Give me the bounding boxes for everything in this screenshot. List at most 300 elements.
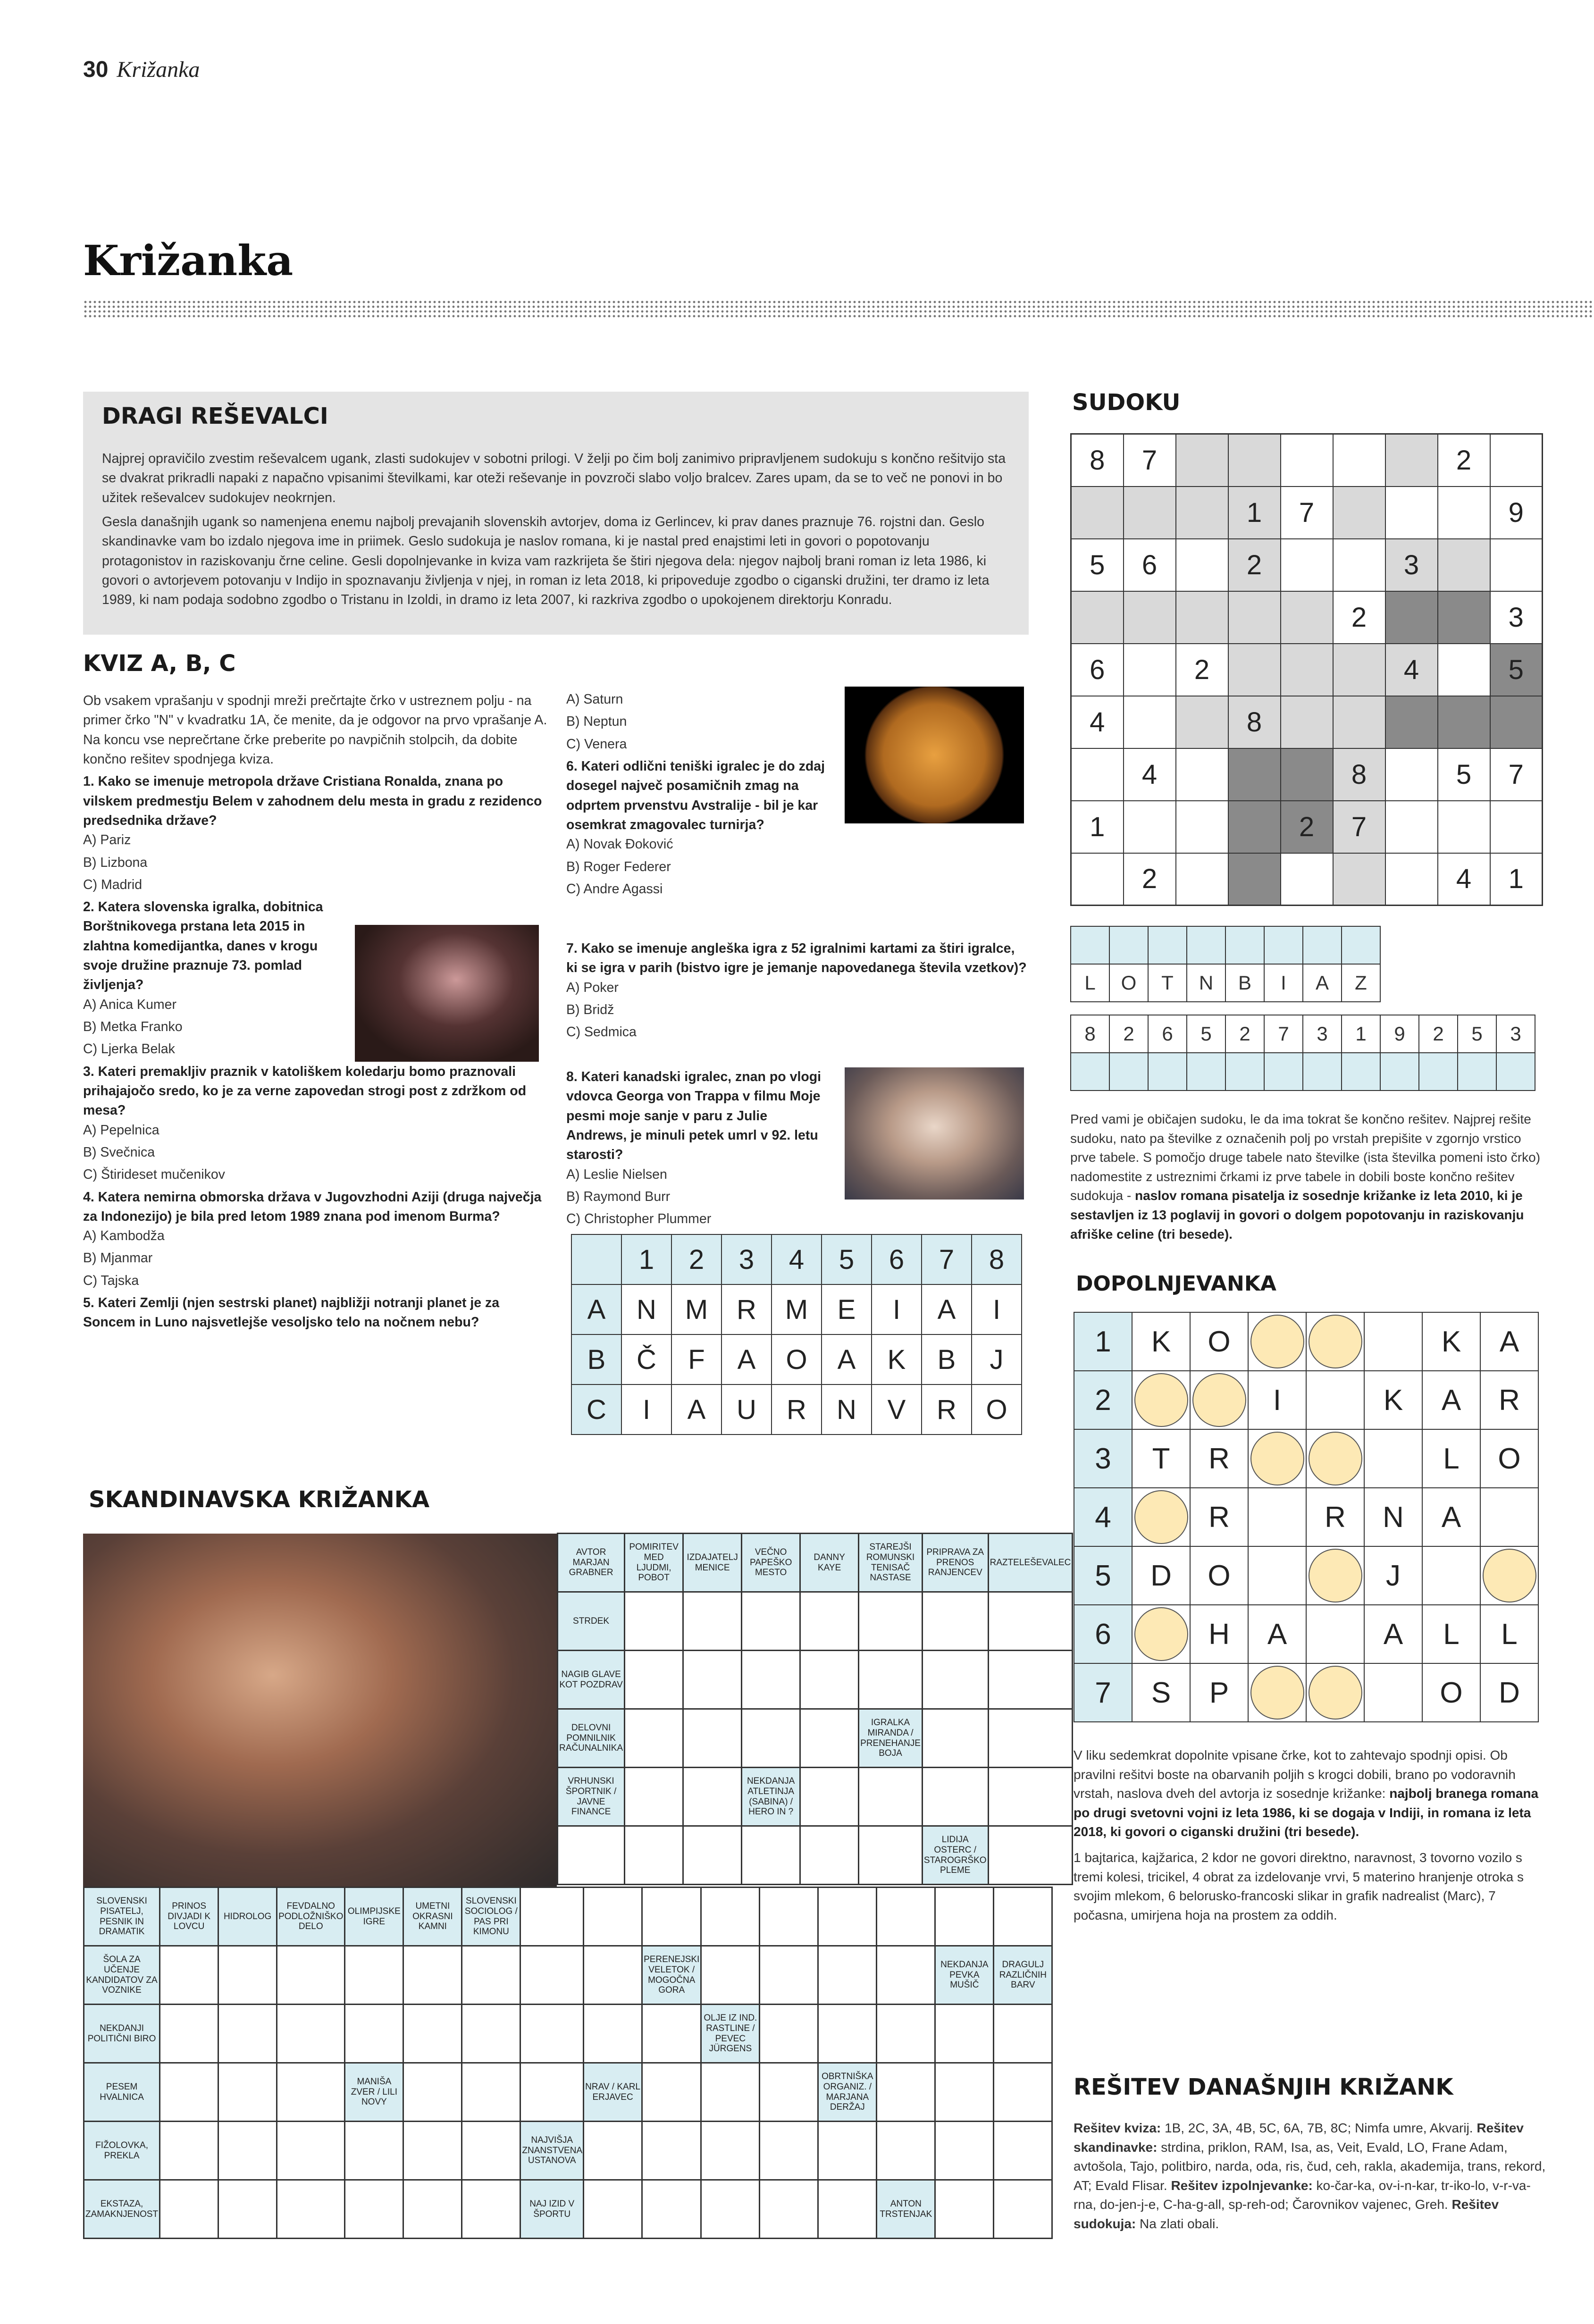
sudoku-cell[interactable]: 8 — [1333, 748, 1385, 801]
answer-cell[interactable] — [742, 1592, 800, 1651]
answer-cell[interactable] — [760, 2122, 818, 2180]
sudoku-cell[interactable] — [1281, 644, 1333, 696]
sudoku-cell[interactable]: 5 — [1071, 539, 1124, 591]
answer-cell[interactable] — [818, 1946, 877, 2005]
answer-cell[interactable] — [160, 2005, 218, 2063]
letter-slot[interactable] — [1264, 926, 1303, 964]
answer-cell[interactable] — [584, 1946, 642, 2005]
grid-cell[interactable]: R — [772, 1384, 822, 1435]
circle-cell[interactable] — [1306, 1429, 1364, 1488]
sudoku-cell[interactable]: 4 — [1124, 748, 1176, 801]
solution-slot[interactable] — [1496, 1053, 1535, 1091]
answer-cell[interactable] — [345, 2005, 403, 2063]
grid-cell[interactable]: E — [822, 1284, 872, 1334]
letter-cell[interactable]: P — [1190, 1663, 1248, 1722]
sudoku-cell[interactable]: 2 — [1281, 801, 1333, 853]
answer-cell[interactable] — [277, 2180, 345, 2239]
answer-cell[interactable] — [922, 1651, 988, 1709]
answer-cell[interactable] — [520, 1888, 584, 1946]
sudoku-cell[interactable] — [1333, 696, 1385, 748]
grid-cell[interactable]: A — [671, 1384, 721, 1435]
answer-cell[interactable] — [642, 1888, 701, 1946]
sudoku-cell[interactable]: 7 — [1124, 434, 1176, 487]
grid-col-header: 6 — [872, 1234, 922, 1284]
letter-cell[interactable]: D — [1132, 1546, 1190, 1605]
grid-cell[interactable]: Č — [621, 1334, 671, 1384]
letter-cell[interactable]: L — [1422, 1605, 1480, 1663]
answer-cell[interactable] — [642, 2063, 701, 2122]
answer-cell[interactable] — [625, 1592, 683, 1651]
sudoku-cell[interactable] — [1281, 434, 1333, 487]
sudoku-cell[interactable] — [1438, 591, 1490, 644]
dopol-text: V liku sedemkrat dopolnite vpisane črke, kot to zahtevajo spodnji opisi. Ob pravilni rešitvi boste na obarvanih poljih s krogci dobili, brano po vodoravnih vrstah, naslova dveh del avtorja iz sosednje križanke: — [1074, 1748, 1516, 1801]
letter-cell[interactable]: R — [1190, 1488, 1248, 1546]
answer-cell[interactable] — [625, 1709, 683, 1768]
sudoku-cell[interactable]: 2 — [1333, 591, 1385, 644]
circle-cell[interactable] — [1306, 1663, 1364, 1722]
letter-cell[interactable] — [1422, 1546, 1480, 1605]
grid-cell[interactable]: R — [922, 1384, 972, 1435]
sudoku-cell[interactable] — [1124, 487, 1176, 539]
answer-cell[interactable] — [683, 1709, 742, 1768]
solution-slot[interactable] — [1264, 1053, 1303, 1091]
sudoku-cell[interactable] — [1176, 591, 1228, 644]
answer-cell[interactable] — [988, 1709, 1073, 1768]
answer-cell[interactable] — [877, 2122, 935, 2180]
grid-cell[interactable]: V — [872, 1384, 922, 1435]
code-cell: 2 — [1109, 1015, 1148, 1053]
clue-cell: EKSTAZA, ZAMAKNJENOST — [84, 2180, 160, 2239]
sudoku-cell[interactable] — [1124, 644, 1176, 696]
answer-cell[interactable] — [988, 1592, 1073, 1651]
sudoku-cell[interactable]: 8 — [1228, 696, 1281, 748]
answer-cell[interactable] — [701, 1946, 760, 2005]
sudoku-cell[interactable] — [1490, 696, 1543, 748]
answer-cell[interactable] — [642, 2005, 701, 2063]
answer-cell[interactable] — [625, 1651, 683, 1709]
answer-cell[interactable] — [935, 1888, 994, 1946]
grid-cell[interactable]: K — [872, 1334, 922, 1384]
grid-col-header: 3 — [721, 1234, 772, 1284]
answer-cell[interactable] — [701, 2063, 760, 2122]
answer-cell[interactable] — [760, 1888, 818, 1946]
sudoku-cell[interactable]: 6 — [1124, 539, 1176, 591]
sudoku-cell[interactable] — [1071, 853, 1124, 906]
answer-cell[interactable] — [218, 2122, 277, 2180]
answer-cell[interactable] — [642, 2180, 701, 2239]
answer-cell[interactable] — [345, 2180, 403, 2239]
solution-slot[interactable] — [1225, 1053, 1264, 1091]
answer-cell[interactable] — [520, 2005, 584, 2063]
letter-cell[interactable]: T — [1132, 1429, 1190, 1488]
sudoku-cell[interactable]: 1 — [1071, 801, 1124, 853]
solution-slot[interactable] — [1109, 1053, 1148, 1091]
answer-cell[interactable] — [218, 2063, 277, 2122]
answer-cell[interactable] — [859, 1651, 923, 1709]
sudoku-cell[interactable] — [1281, 591, 1333, 644]
answer-cell[interactable] — [877, 1946, 935, 2005]
answer-cell[interactable] — [877, 2063, 935, 2122]
sudoku-cell[interactable] — [1490, 434, 1543, 487]
letter-cell[interactable]: A — [1248, 1605, 1306, 1663]
clue-cell: HIDROLOG — [218, 1888, 277, 1946]
grid-cell[interactable]: I — [872, 1284, 922, 1334]
answer-cell[interactable] — [462, 2180, 520, 2239]
letter-cell[interactable]: A — [1422, 1488, 1480, 1546]
letter-cell[interactable]: O — [1190, 1312, 1248, 1371]
circle-cell[interactable] — [1132, 1371, 1190, 1429]
letter-cell[interactable]: R — [1190, 1429, 1248, 1488]
sudoku-cell[interactable] — [1228, 591, 1281, 644]
grid-cell[interactable]: I — [972, 1284, 1022, 1334]
answer-cell[interactable] — [922, 1768, 988, 1826]
letter-cell[interactable]: L — [1422, 1429, 1480, 1488]
sudoku-cell[interactable] — [1438, 539, 1490, 591]
answer-cell[interactable] — [160, 2122, 218, 2180]
letter-cell[interactable]: I — [1248, 1371, 1306, 1429]
sudoku-cell[interactable] — [1071, 591, 1124, 644]
circle-cell[interactable] — [1132, 1605, 1190, 1663]
letter-cell[interactable]: A — [1480, 1312, 1538, 1371]
answer-cell[interactable] — [818, 2122, 877, 2180]
answer-cell[interactable] — [520, 1946, 584, 2005]
letter-cell[interactable]: H — [1190, 1605, 1248, 1663]
circle-cell[interactable] — [1132, 1488, 1190, 1546]
answer-cell[interactable] — [922, 1592, 988, 1651]
answer-cell[interactable] — [742, 1826, 800, 1885]
answer-cell[interactable] — [701, 2180, 760, 2239]
sudoku-cell[interactable] — [1385, 853, 1438, 906]
answer-cell[interactable] — [935, 2122, 994, 2180]
sudoku-cell[interactable] — [1385, 748, 1438, 801]
sudoku-cell[interactable]: 2 — [1438, 434, 1490, 487]
letter-cell[interactable]: O — [1190, 1546, 1248, 1605]
answer-cell[interactable] — [922, 1709, 988, 1768]
clue-cell: POMIRITEV MED LJUDMI, POBOT — [625, 1534, 683, 1592]
letter-cell[interactable]: J — [1364, 1546, 1422, 1605]
circle-marker — [1250, 1666, 1304, 1720]
answer-cell[interactable] — [520, 2063, 584, 2122]
sudoku-cell[interactable]: 7 — [1490, 748, 1543, 801]
answer-cell[interactable] — [683, 1592, 742, 1651]
answer-cell[interactable] — [642, 2122, 701, 2180]
answer-cell[interactable] — [462, 2063, 520, 2122]
intro-box — [83, 392, 1029, 635]
letter-cell[interactable] — [1364, 1663, 1422, 1722]
grid-cell[interactable]: O — [772, 1334, 822, 1384]
clue-cell: DRAGULJ RAZLIČNIH BARV — [994, 1946, 1052, 2005]
sudoku-cell[interactable] — [1124, 591, 1176, 644]
grid-cell[interactable]: M — [671, 1284, 721, 1334]
solution-slot[interactable] — [1342, 1053, 1380, 1091]
answer-cell[interactable] — [558, 1826, 625, 1885]
answer-cell[interactable] — [742, 1709, 800, 1768]
answer-cell[interactable] — [218, 1946, 277, 2005]
letter-slot[interactable] — [1148, 926, 1187, 964]
sudoku-cell[interactable] — [1438, 696, 1490, 748]
grid-cell[interactable]: N — [822, 1384, 872, 1435]
grid-cell[interactable]: F — [671, 1334, 721, 1384]
letter-cell[interactable] — [1364, 1312, 1422, 1371]
answer-cell[interactable] — [403, 1946, 462, 2005]
circle-cell[interactable] — [1306, 1312, 1364, 1371]
sudoku-cell[interactable]: 2 — [1228, 539, 1281, 591]
sudoku-cell[interactable]: 4 — [1438, 853, 1490, 906]
grid-cell[interactable]: U — [721, 1384, 772, 1435]
grid-cell[interactable]: R — [721, 1284, 772, 1334]
answer-cell[interactable] — [683, 1651, 742, 1709]
circle-cell[interactable] — [1248, 1663, 1306, 1722]
row-number: 4 — [1074, 1488, 1132, 1546]
grid-cell[interactable]: B — [922, 1334, 972, 1384]
answer-cell[interactable] — [701, 2122, 760, 2180]
sudoku-cell[interactable] — [1124, 801, 1176, 853]
sudoku-cell[interactable] — [1281, 539, 1333, 591]
question-text: 4. Katera nemirna obmorska država v Jugovzhodni Aziji (druga največja za Indonezijo) je bila pred letom 1989 znana pod imenom Burma? — [83, 1189, 542, 1224]
sudoku-cell[interactable] — [1438, 644, 1490, 696]
sudoku-cell[interactable] — [1228, 644, 1281, 696]
answer-cell[interactable] — [877, 1888, 935, 1946]
venus-photo — [845, 687, 1024, 823]
answer-cell[interactable] — [859, 1592, 923, 1651]
answer-cell[interactable] — [403, 2180, 462, 2239]
circle-cell[interactable] — [1248, 1429, 1306, 1488]
sudoku-cell[interactable] — [1176, 434, 1228, 487]
sudoku-cell[interactable]: 6 — [1071, 644, 1124, 696]
sudoku-cell[interactable] — [1385, 487, 1438, 539]
answer-cell[interactable] — [994, 2063, 1052, 2122]
sudoku-cell[interactable] — [1385, 696, 1438, 748]
sudoku-cell[interactable]: 1 — [1490, 853, 1543, 906]
sudoku-cell[interactable] — [1176, 801, 1228, 853]
answer-option: B) Bridž — [566, 1002, 614, 1017]
answer-cell[interactable] — [818, 2180, 877, 2239]
sudoku-cell[interactable] — [1333, 853, 1385, 906]
solution-slot[interactable] — [1458, 1053, 1496, 1091]
answer-cell[interactable] — [403, 2122, 462, 2180]
author-photo — [83, 1534, 557, 1888]
clue-cell: MANIŠA ZVER / LILI NOVY — [345, 2063, 403, 2122]
answer-cell[interactable] — [818, 2005, 877, 2063]
letter-cell[interactable]: R — [1306, 1488, 1364, 1546]
sudoku-cell[interactable]: 1 — [1228, 487, 1281, 539]
answer-cell[interactable] — [877, 2005, 935, 2063]
sudoku-cell[interactable] — [1176, 748, 1228, 801]
sudoku-cell[interactable]: 7 — [1333, 801, 1385, 853]
letter-cell[interactable]: K — [1132, 1312, 1190, 1371]
letter-cell[interactable]: L — [1480, 1605, 1538, 1663]
letter-slot[interactable] — [1187, 926, 1225, 964]
letter-cell[interactable] — [1248, 1488, 1306, 1546]
sudoku-cell[interactable]: 5 — [1490, 644, 1543, 696]
sudoku-cell[interactable] — [1490, 539, 1543, 591]
sudoku-cell[interactable]: 2 — [1176, 644, 1228, 696]
answer-cell[interactable] — [800, 1768, 859, 1826]
solution-slot[interactable] — [1187, 1053, 1225, 1091]
letter-slot[interactable] — [1303, 926, 1342, 964]
grid-cell[interactable]: A — [822, 1334, 872, 1384]
sudoku-cell[interactable] — [1438, 487, 1490, 539]
answer-cell[interactable] — [800, 1651, 859, 1709]
circle-cell[interactable] — [1306, 1546, 1364, 1605]
circle-cell[interactable] — [1248, 1312, 1306, 1371]
sudoku-cell[interactable] — [1385, 434, 1438, 487]
answer-cell[interactable] — [760, 1946, 818, 2005]
grid-cell[interactable]: A — [721, 1334, 772, 1384]
grid-cell[interactable]: O — [972, 1384, 1022, 1435]
circle-cell[interactable] — [1480, 1546, 1538, 1605]
sudoku-cell[interactable] — [1333, 539, 1385, 591]
letter-cell[interactable]: O — [1422, 1663, 1480, 1722]
sudoku-cell[interactable] — [1385, 591, 1438, 644]
sudoku-cell[interactable]: 4 — [1385, 644, 1438, 696]
circle-cell[interactable] — [1190, 1371, 1248, 1429]
sudoku-cell[interactable] — [1333, 434, 1385, 487]
answer-cell[interactable] — [859, 1768, 923, 1826]
letter-cell[interactable] — [1306, 1371, 1364, 1429]
sudoku-cell[interactable] — [1281, 853, 1333, 906]
letter-cell[interactable]: S — [1132, 1663, 1190, 1722]
answer-cell[interactable] — [345, 1946, 403, 2005]
answer-cell[interactable] — [994, 2005, 1052, 2063]
answer-cell[interactable] — [994, 1888, 1052, 1946]
answer-cell[interactable] — [345, 2122, 403, 2180]
letter-cell[interactable] — [1364, 1429, 1422, 1488]
answer-cell[interactable] — [462, 1946, 520, 2005]
letter-cell[interactable]: K — [1364, 1371, 1422, 1429]
letter-cell[interactable]: A — [1422, 1371, 1480, 1429]
answer-cell[interactable] — [994, 2122, 1052, 2180]
letter-cell[interactable]: D — [1480, 1663, 1538, 1722]
sudoku-cell[interactable] — [1176, 853, 1228, 906]
letter-cell[interactable]: A — [1364, 1605, 1422, 1663]
grid-cell[interactable]: J — [972, 1334, 1022, 1384]
solution-slot[interactable] — [1148, 1053, 1187, 1091]
answer-cell[interactable] — [935, 2063, 994, 2122]
sudoku-cell[interactable]: 3 — [1490, 591, 1543, 644]
grid-cell[interactable]: M — [772, 1284, 822, 1334]
letter-cell[interactable]: O — [1480, 1429, 1538, 1488]
answer-cell[interactable] — [277, 2063, 345, 2122]
solution-slot[interactable] — [1380, 1053, 1419, 1091]
sudoku-cell[interactable] — [1228, 434, 1281, 487]
solution-slot[interactable] — [1071, 1053, 1109, 1091]
answer-cell[interactable] — [683, 1826, 742, 1885]
answer-cell[interactable] — [994, 2180, 1052, 2239]
answer-cell[interactable] — [988, 1768, 1073, 1826]
answer-cell[interactable] — [760, 2063, 818, 2122]
letter-slot[interactable] — [1071, 926, 1109, 964]
answer-cell[interactable] — [403, 2063, 462, 2122]
letter-cell[interactable]: N — [1364, 1488, 1422, 1546]
sudoku-cell[interactable] — [1228, 853, 1281, 906]
sudoku-cell[interactable] — [1281, 696, 1333, 748]
letter-cell[interactable]: R — [1480, 1371, 1538, 1429]
answer-cell[interactable] — [462, 2005, 520, 2063]
row-number: 2 — [1074, 1371, 1132, 1429]
grid-cell[interactable]: I — [621, 1384, 671, 1435]
answer-cell[interactable] — [160, 2180, 218, 2239]
answer-cell[interactable] — [800, 1709, 859, 1768]
letter-slot[interactable] — [1342, 926, 1380, 964]
sudoku-cell[interactable] — [1228, 748, 1281, 801]
answer-cell[interactable] — [625, 1768, 683, 1826]
sudoku-cell[interactable]: 2 — [1124, 853, 1176, 906]
answer-cell[interactable] — [683, 1768, 742, 1826]
letter-cell[interactable]: K — [1422, 1312, 1480, 1371]
answer-cell[interactable] — [584, 2180, 642, 2239]
answer-cell[interactable] — [277, 2122, 345, 2180]
answer-cell[interactable] — [584, 2005, 642, 2063]
answer-cell[interactable] — [218, 2005, 277, 2063]
answer-cell[interactable] — [403, 2005, 462, 2063]
solution-slot[interactable] — [1303, 1053, 1342, 1091]
answer-cell[interactable] — [818, 1888, 877, 1946]
quiz-question-2 — [83, 898, 338, 1059]
sudoku-cell[interactable] — [1333, 644, 1385, 696]
letter-slot[interactable] — [1225, 926, 1264, 964]
answer-cell[interactable] — [160, 2063, 218, 2122]
sudoku-cell[interactable]: 3 — [1385, 539, 1438, 591]
letter-cell[interactable] — [1306, 1605, 1364, 1663]
sudoku-cell[interactable] — [1385, 801, 1438, 853]
answer-cell[interactable] — [800, 1826, 859, 1885]
answer-cell[interactable] — [160, 1946, 218, 2005]
sudoku-cell[interactable] — [1490, 801, 1543, 853]
answer-cell[interactable] — [584, 1888, 642, 1946]
letter-cell[interactable] — [1480, 1488, 1538, 1546]
answer-cell[interactable] — [988, 1826, 1073, 1885]
answer-cell[interactable] — [742, 1651, 800, 1709]
answer-cell[interactable] — [277, 1946, 345, 2005]
answer-cell[interactable] — [584, 2122, 642, 2180]
code-cell: 2 — [1225, 1015, 1264, 1053]
answer-cell[interactable] — [462, 2122, 520, 2180]
sudoku-cell[interactable] — [1176, 487, 1228, 539]
grid-cell[interactable]: A — [922, 1284, 972, 1334]
sudoku-cell[interactable] — [1071, 487, 1124, 539]
sudoku-cell[interactable] — [1124, 696, 1176, 748]
answer-cell[interactable] — [701, 1888, 760, 1946]
sudoku-cell[interactable] — [1176, 539, 1228, 591]
sudoku-cell[interactable] — [1281, 748, 1333, 801]
answer-cell[interactable] — [277, 2005, 345, 2063]
letter-slot[interactable] — [1109, 926, 1148, 964]
answer-cell[interactable] — [760, 2180, 818, 2239]
sudoku-cell[interactable] — [1176, 696, 1228, 748]
sudoku-cell[interactable] — [1228, 801, 1281, 853]
answer-cell[interactable] — [625, 1826, 683, 1885]
answer-cell[interactable] — [800, 1592, 859, 1651]
sudoku-cell[interactable] — [1071, 748, 1124, 801]
answer-cell[interactable] — [988, 1651, 1073, 1709]
answer-cell[interactable] — [935, 2180, 994, 2239]
sudoku-cell[interactable] — [1333, 487, 1385, 539]
sudoku-cell[interactable]: 8 — [1071, 434, 1124, 487]
sudoku-cell[interactable]: 4 — [1071, 696, 1124, 748]
letter-cell[interactable] — [1248, 1546, 1306, 1605]
sudoku-cell[interactable]: 7 — [1281, 487, 1333, 539]
grid-cell[interactable]: N — [621, 1284, 671, 1334]
sudoku-cell[interactable] — [1438, 801, 1490, 853]
sudoku-cell[interactable]: 9 — [1490, 487, 1543, 539]
sudoku-cell[interactable]: 5 — [1438, 748, 1490, 801]
solution-slot[interactable] — [1419, 1053, 1458, 1091]
answer-cell[interactable] — [218, 2180, 277, 2239]
answer-cell[interactable] — [760, 2005, 818, 2063]
answer-cell[interactable] — [935, 2005, 994, 2063]
answer-cell[interactable] — [859, 1826, 923, 1885]
